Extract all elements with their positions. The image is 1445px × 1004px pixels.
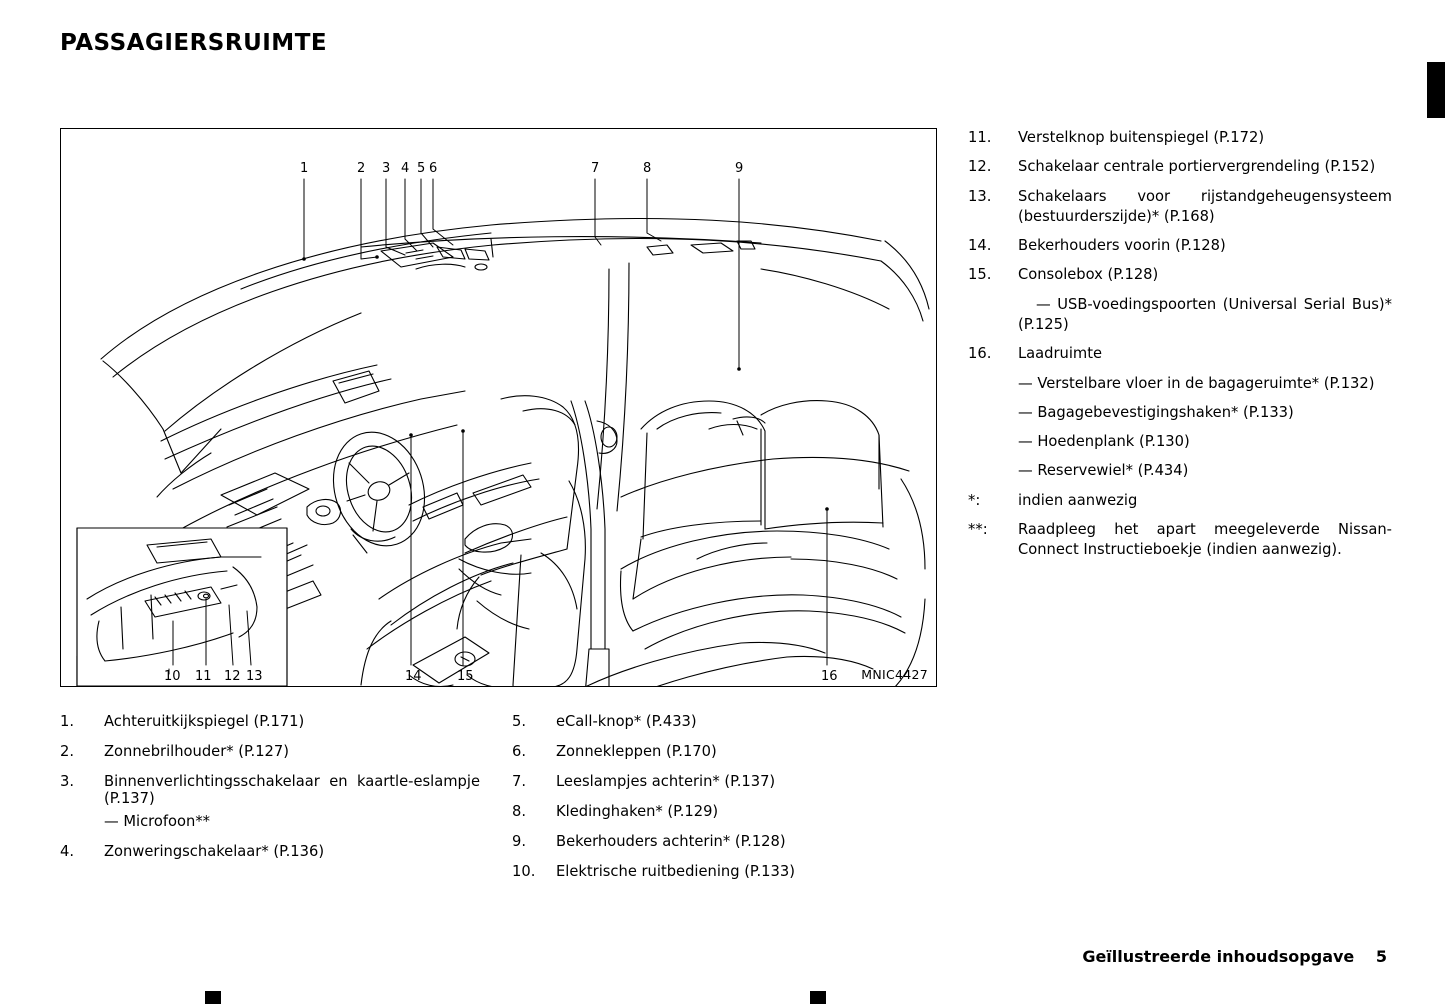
callout-6: 6 (429, 161, 438, 176)
list-item-text: Zonnebrilhouder* (P.127) (104, 743, 289, 760)
list-item-number: 8. (512, 803, 527, 820)
callout-12: 12 (224, 669, 241, 684)
footnote-text: Raadpleeg het apart meegeleverde Nissan-Connect Instructieboekje (indien aanwezig). (1018, 520, 1392, 559)
list-item-text: Leeslampjes achterin* (P.137) (556, 773, 776, 790)
list-subitem: — Verstelbare vloer in de bagageruimte* (P.132) (1018, 374, 1375, 392)
list-subitem: — Reservewiel* (P.434) (1018, 462, 1189, 480)
list-item-number: 5. (512, 713, 527, 730)
list-item (512, 713, 912, 730)
figure-code: MNIC4427 (861, 667, 928, 682)
list-item-number: 14. (968, 237, 992, 255)
cabin-line-drawing (61, 129, 937, 687)
list-item-number: 6. (512, 743, 527, 760)
list-item (968, 265, 1392, 285)
interior-illustration (60, 128, 937, 687)
list-item (60, 713, 480, 730)
list-item-text: Laadruimte (1018, 345, 1103, 363)
footer-page-number: 5 (1375, 947, 1387, 966)
list-subitem: — Microfoon** (104, 813, 211, 830)
list-item-text: Bekerhouders achterin* (P.128) (556, 833, 786, 850)
list-item-number: 12. (968, 158, 992, 176)
section-edge-tab (1427, 62, 1445, 118)
callout-11: 11 (195, 669, 212, 684)
list-item-number: 11. (968, 129, 992, 146)
list-item-text: Schakelaars voor rijstandgeheugensysteem (bestuurderszijde)* (P.168) (1018, 187, 1392, 225)
list-item-text: Zonnekleppen (P.170) (556, 743, 717, 760)
list-item-text: Schakelaar centrale portiervergrendeling (P.152) (1018, 158, 1376, 176)
list-item (968, 157, 1392, 177)
footnote-asterisk (968, 491, 1392, 511)
list-item-text: eCall-knop* (P.433) (556, 713, 697, 730)
list-item-number: 16. (968, 345, 992, 363)
list-item-number: 13. (968, 187, 992, 205)
callout-2: 2 (357, 161, 366, 176)
footnote-marker: **: (968, 520, 988, 538)
list-item-text: Bekerhouders voorin (P.128) (1018, 237, 1226, 255)
list-item (60, 843, 480, 860)
list-item (512, 863, 912, 880)
legend-right-column (968, 128, 1392, 570)
list-item-text: Elektrische ruitbediening (P.133) (556, 863, 795, 880)
callout-1: 1 (300, 161, 309, 176)
callout-7: 7 (591, 161, 600, 176)
list-subitem: — Hoedenplank (P.130) (1018, 433, 1190, 451)
footnote-double-asterisk (968, 520, 1392, 561)
callout-4: 4 (401, 161, 410, 176)
list-item-number: 4. (60, 843, 75, 860)
crop-mark-left (205, 991, 221, 1004)
callout-3: 3 (382, 161, 391, 176)
list-item (968, 187, 1392, 228)
list-item (512, 803, 912, 820)
list-item-number: 7. (512, 773, 527, 790)
legend-bottom-right-column (512, 713, 912, 893)
list-item-text: Binnenverlichtingsschakelaar en kaartle-eslampje (P.137) (104, 773, 480, 807)
list-item-number: 9. (512, 833, 527, 850)
list-item-number: 15. (968, 266, 992, 284)
page-footer (1082, 947, 1387, 966)
callout-8: 8 (643, 161, 652, 176)
callout-15: 15 (457, 669, 474, 684)
list-subitem: — USB-voedingspoorten (Universal Serial Bus)* (P.125) (1018, 295, 1392, 333)
callout-5: 5 (417, 161, 426, 176)
callout-9: 9 (735, 161, 744, 176)
list-item-number: 1. (60, 713, 75, 730)
page-title: PASSAGIERSRUIMTE (60, 30, 328, 56)
callout-16: 16 (821, 669, 838, 684)
footnote-text: indien aanwezig (1018, 491, 1138, 509)
list-item (512, 743, 912, 760)
list-item (60, 743, 480, 760)
footnote-marker: *: (968, 491, 981, 509)
list-item (968, 344, 1392, 364)
footer-section-label: Geïllustreerde inhoudsopgave (1082, 947, 1355, 966)
list-item-text: Verstelknop buitenspiegel (P.172) (1018, 129, 1265, 146)
legend-bottom-left-column (60, 713, 480, 873)
list-item-text: Achteruitkijkspiegel (P.171) (104, 713, 305, 730)
list-subitem: — Bagagebevestigingshaken* (P.133) (1018, 403, 1294, 421)
list-item (512, 833, 912, 850)
list-item-text: Kledinghaken* (P.129) (556, 803, 719, 820)
list-item (512, 773, 912, 790)
list-item (968, 128, 1392, 148)
callout-13: 13 (246, 669, 263, 684)
list-item-number: 10. (512, 863, 536, 880)
crop-mark-right (810, 991, 826, 1004)
list-item-number: 2. (60, 743, 75, 760)
callout-14: 14 (405, 669, 422, 684)
list-item (60, 773, 480, 807)
callout-10: 10 (164, 669, 181, 684)
list-item-text: Zonweringschakelaar* (P.136) (104, 843, 325, 860)
list-item-text: Consolebox (P.128) (1018, 266, 1159, 284)
list-item-number: 3. (60, 773, 75, 790)
list-item (968, 236, 1392, 256)
